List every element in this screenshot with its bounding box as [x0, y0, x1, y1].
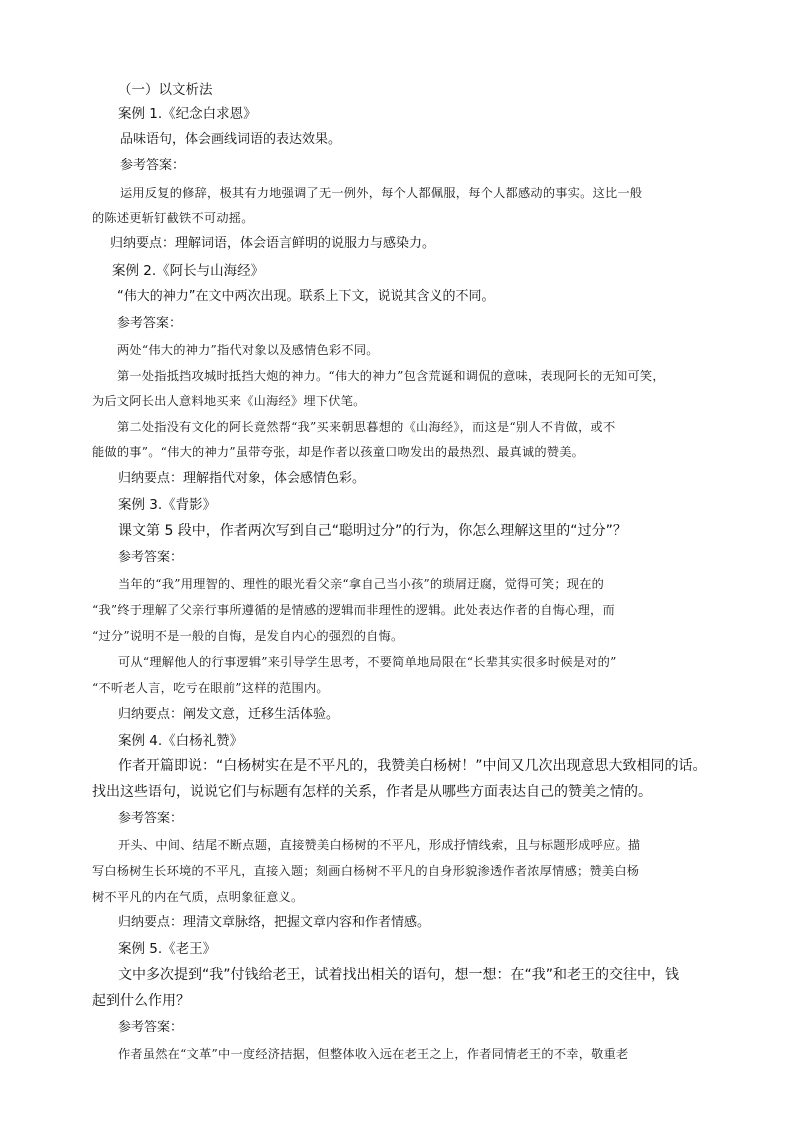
case-4-answer-line: 开头、中间、结尾不断点题，直接赞美白杨树的不平凡，形成抒情线索，且与标题形成呼应。描: [118, 838, 641, 852]
case-4-summary: 归纳要点：理清文章脉络，把握文章内容和作者情感。: [118, 915, 431, 930]
case-3-answer-line: “不听老人言，吃亏在眼前”这样的范围内。: [92, 681, 329, 695]
case-1-answer-label: 参考答案：: [120, 158, 186, 173]
case-4-answer-label: 参考答案：: [118, 811, 184, 826]
case-3-question: 课文第 5 段中，作者两次写到自己“聪明过分”的行为，你怎么理解这里的“过分”？: [118, 523, 627, 539]
case-3-answer-label: 参考答案：: [118, 550, 184, 565]
case-2-answer-line: 能做的事”。“伟大的神力”虽带夸张，却是作者以孩童口吻发出的最热烈、最真诚的赞美。: [92, 445, 585, 459]
case-4-title: 案例 4.《白杨礼赞》: [118, 733, 244, 749]
case-5-question-line: 起到什么作用？: [92, 993, 190, 1009]
case-5-title: 案例 5.《老王》: [118, 941, 217, 957]
case-3-answer-line: 可从“理解他人的行事逻辑”来引导学生思考，不要简单地局限在“长辈其实很多时候是对的”: [118, 655, 617, 669]
section-title: （一）以文析法: [118, 82, 213, 98]
case-2-answer-label: 参考答案：: [117, 316, 183, 331]
case-5-answer-line: 作者虽然在“文革”中一度经济拮据，但整体收入远在老王之上，作者同情老王的不幸，敬重老: [118, 1047, 629, 1061]
case-1-question: 品味语句，体会画线词语的表达效果。: [120, 132, 342, 147]
case-5-answer-label: 参考答案：: [118, 1020, 184, 1035]
case-2-summary: 归纳要点：理解指代对象，体会感情色彩。: [118, 471, 366, 486]
case-3-summary: 归纳要点：阐发文意，迁移生活体验。: [118, 707, 340, 722]
case-4-answer-line: 树不平凡的内在气质，点明象征意义。: [92, 890, 304, 904]
case-2-answer-line: 为后文阿长出人意料地买来《山海经》埋下伏笔。: [92, 394, 366, 408]
case-3-answer-line: “过分”说明不是一般的自悔，是发自内心的强烈的自悔。: [92, 629, 404, 643]
case-2-question: “伟大的神力”在文中两次出现。联系上下文，说说其含义的不同。: [117, 289, 495, 304]
case-2-answer-line: 两处“伟大的神力”指代对象以及感情色彩不同。: [117, 343, 379, 357]
case-1-answer-line: 运用反复的修辞，极其有力地强调了无一例外，每个人都佩服，每个人都感动的事实。这比一般: [120, 186, 643, 200]
case-3-answer-line: “我”终于理解了父亲行事所遵循的是情感的逻辑而非理性的逻辑。此处表达作者的自悔心理，而: [92, 603, 615, 617]
case-4-answer-line: 写白杨树生长环境的不平凡，直接入题；刻画白杨树不平凡的自身形貌渗透作者浓厚情感；赞美白杨: [92, 864, 640, 878]
case-4-question-line: 找出这些语句，说说它们与标题有怎样的关系，作者是从哪些方面表达自己的赞美之情的。: [92, 784, 652, 800]
case-1-answer-line: 的陈述更斩钉截铁不可动摇。: [92, 211, 254, 225]
case-2-title: 案例 2.《阿长与山海经》: [112, 263, 265, 279]
case-3-answer-line: 当年的“我”用理智的、理性的眼光看父亲“拿自己当小孩”的琐屑迂腐，觉得可笑；现在的: [118, 577, 605, 591]
case-5-question-line: 文中多次提到“我”付钱给老王，试着找出相关的语句，想一想：在“我”和老王的交往中，钱: [118, 967, 680, 983]
case-4-question-line: 作者开篇即说：“白杨树实在是不平凡的，我赞美白杨树！”中间又几次出现意思大致相同的话。: [118, 758, 707, 774]
case-2-answer-line: 第一处指抵挡攻城时抵挡大炮的神力。“伟大的神力”包含荒诞和调侃的意味，表现阿长的无知可笑，: [117, 369, 665, 383]
case-1-title: 案例 1.《纪念白求恩》: [118, 106, 257, 122]
case-3-title: 案例 3.《背影》: [118, 497, 217, 513]
case-1-summary: 归纳要点：理解词语，体会语言鲜明的说服力与感染力。: [110, 236, 436, 251]
case-2-answer-line: 第二处指没有文化的阿长竟然帮“我”买来朝思暮想的《山海经》，而这是“别人不肯做，或不: [117, 420, 616, 434]
